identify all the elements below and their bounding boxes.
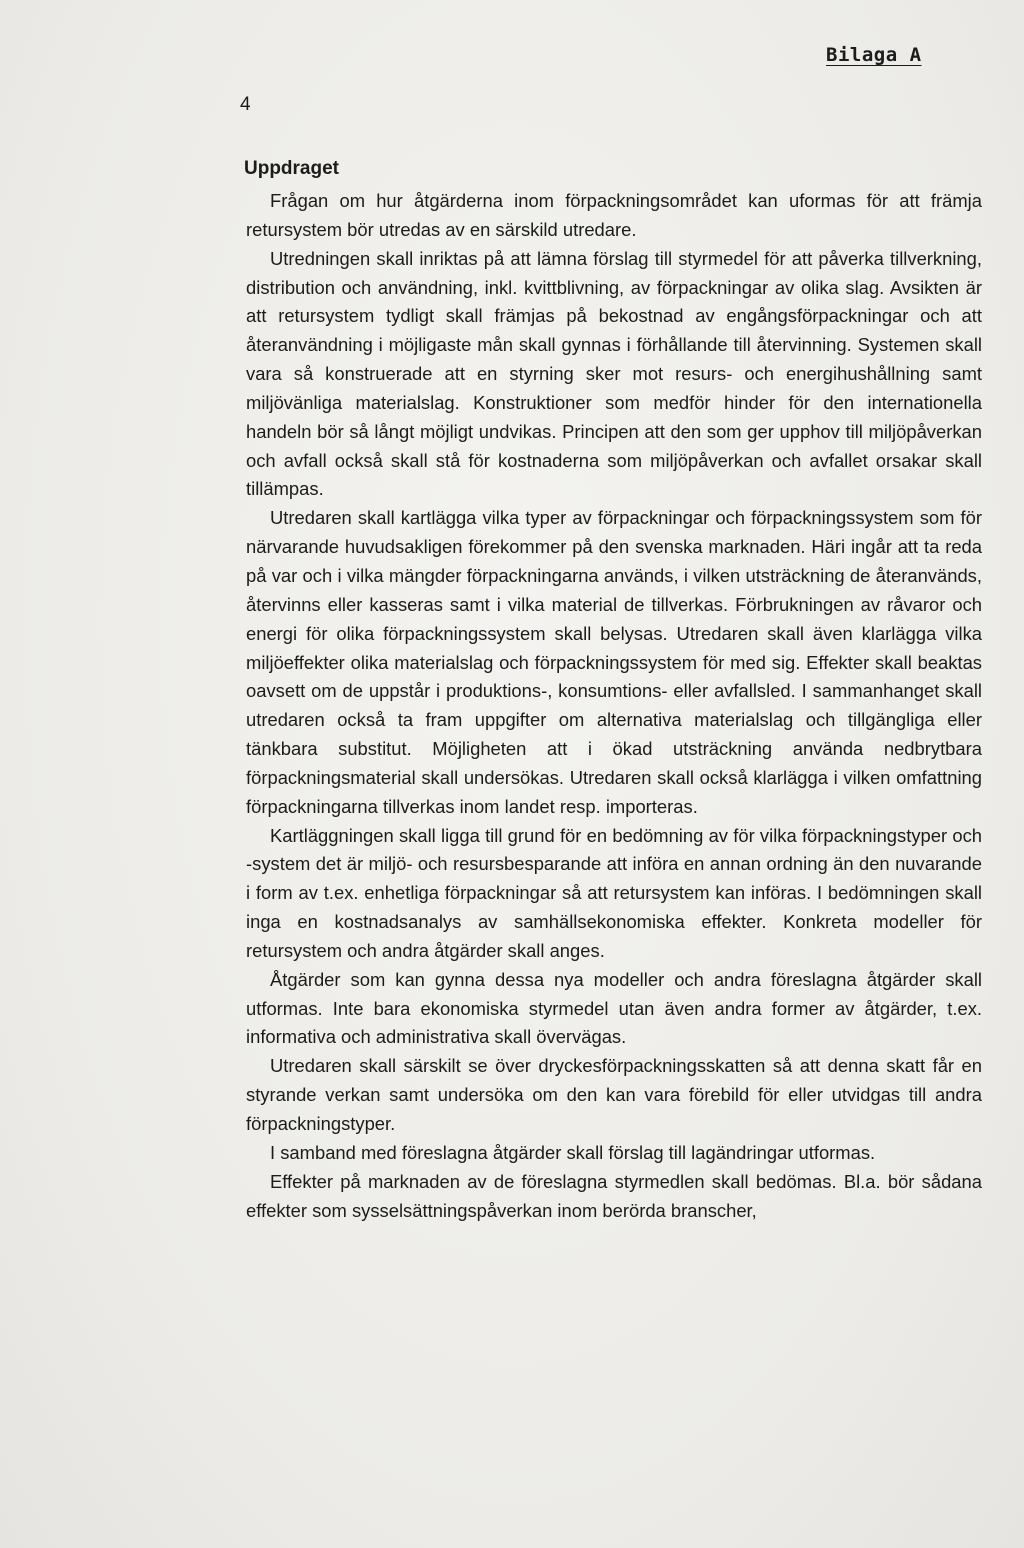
paragraph: Utredaren skall kartlägga vilka typer av förpackningar och förpackningssystem som för närvarande huvudsakligen förekommer på den svenska marknaden. Häri ingår att ta reda på var och i vilka mängder förpackningarna används, i vilken utsträckning de återanvänds, återvinns eller kasseras samt i vilka material de tillverkas. Förbrukningen av råvaror och energi för olika förpackningssystem skall belysas. Utredaren skall även klarlägga vilka miljöeffekter olika materialslag och förpackningssystem för med sig. Effekter skall beaktas oavsett om de uppstår i produktions-, konsumtions- eller avfallsled. I sammanhanget skall utredaren också ta fram uppgifter om alternativa materialslag och tillgängliga eller tänkbara substitut. Möjligheten att i ökad utsträckning använda nedbrytbara förpackningsmaterial skall undersökas. Utredaren skall också klarlägga i vilken omfattning förpackningarna tillverkas inom landet resp. importeras. (246, 507, 982, 817)
paragraph: Frågan om hur åtgärderna inom förpackningsområdet kan uformas för att främja retursystem bör utredas av en särskild utredare. (246, 190, 982, 240)
paragraph: I samband med föreslagna åtgärder skall förslag till lagändringar utformas. (270, 1141, 876, 1163)
section-heading: Uppdraget (244, 158, 339, 179)
paragraph: Effekter på marknaden av de föreslagna styrmedlen skall bedömas. Bl.a. bör sådana effekter som sysselsättningspåverkan inom berörda branscher, (246, 1170, 982, 1221)
paragraph: Utredningen skall inriktas på att lämna förslag till styrmedel för att påverka tillverkning, distribution och användning, inkl. kvittblivning, av förpackningar av olika slag. Avsikten är att retursystem tydligt skall främjas på bekostnad av engångsförpackningar och att återanvändning i möjligaste mån skall gynnas i förhållande till återvinning. Systemen skall vara så konstruerade att en styrning sker mot resurs- och energihushållning samt miljövänliga materialslag. Konstruktioner som medför hinder för den internationella handeln bör så långt möjligt undvikas. Principen att den som ger upphov till miljöpåverkan och avfall också skall stå för kostnaderna som miljöpåverkan och avfallet orsakar skall tillämpas. (246, 247, 982, 500)
appendix-label: Bilaga A (826, 44, 922, 66)
paragraph: Utredaren skall särskilt se över dryckesförpackningsskatten så att denna skatt får en styrande verkan samt undersöka om den kan vara förebild för eller utvidgas till andra förpackningstyper. (246, 1055, 982, 1134)
paragraph: Åtgärder som kan gynna dessa nya modeller och andra föreslagna åtgärder skall utformas. Inte bara ekonomiska styrmedel utan även andra former av åtgärder, t.ex. informativa och administrativa skall övervägas. (246, 968, 982, 1048)
paragraph: Kartläggningen skall ligga till grund för en bedömning av för vilka förpackningstyper och -system det är miljö- och resursbesparande att införa en annan ordning än den nuvarande i form av t.ex. enhetliga förpackningar så att retursystem kan införas. I bedömningen skall inga en kostnadsanalys av samhällsekonomiska effekter. Konkreta modeller för retursystem och andra åtgärder skall anges. (246, 824, 982, 961)
page-number: 4 (240, 94, 251, 115)
body-text (246, 187, 982, 1225)
